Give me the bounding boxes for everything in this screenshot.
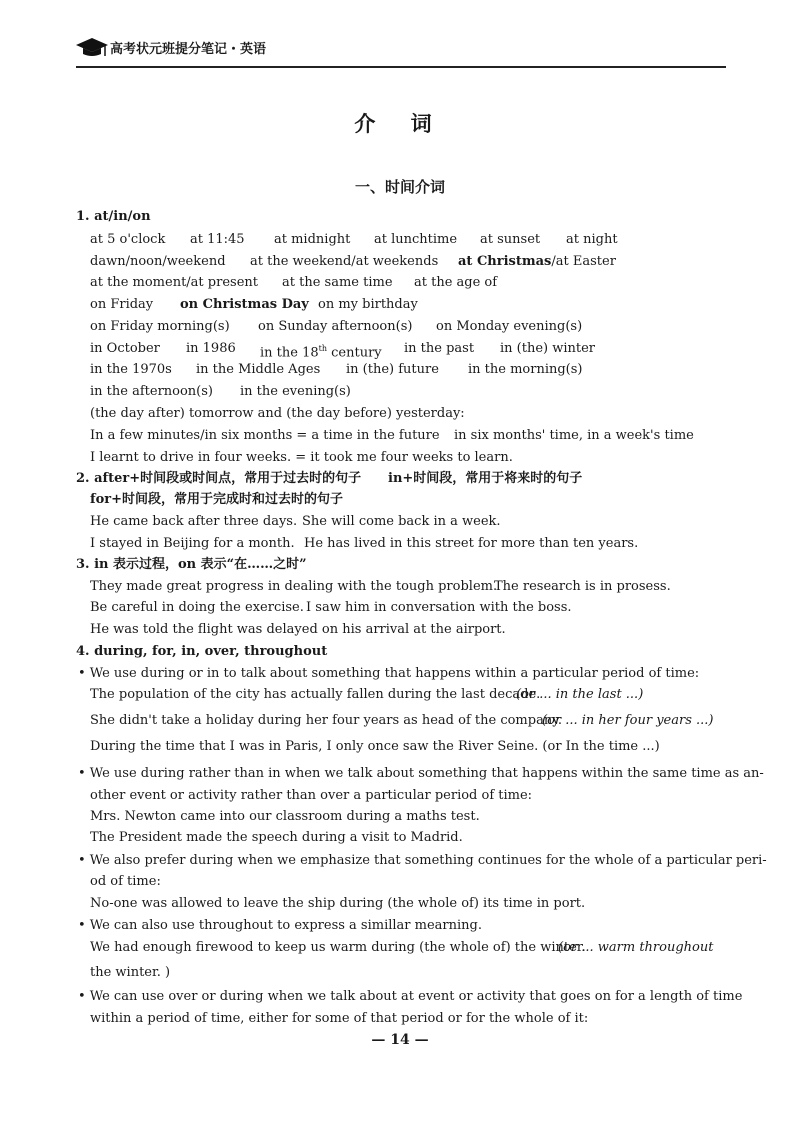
- example-text: in the 18: [260, 345, 319, 361]
- example-text: The research is in prosess.: [494, 579, 671, 594]
- example-text: We had enough firewood to keep us warm during (the whole of) the winter.: [90, 940, 586, 955]
- heading-3: 3. in 表示过程，on 表示“在……之时”: [76, 557, 307, 572]
- example-text: (or ... warm throughout: [558, 940, 714, 955]
- example-text: in the morning(s): [468, 362, 583, 377]
- example-text: on Sunday afternoon(s): [258, 319, 413, 334]
- example-text: She will come back in a week.: [302, 514, 501, 529]
- example-text: in the evening(s): [240, 384, 351, 399]
- example-text: in the 1970s: [90, 362, 172, 377]
- example-text: on my birthday: [318, 297, 418, 312]
- bullet-point: • We use during rather than in when we talk about something that happens within the same time as an-: [78, 766, 764, 781]
- bullet-point: • We can also use throughout to express a simillar mearning.: [78, 918, 482, 933]
- example-text: (or ... in the last ...): [516, 687, 644, 702]
- example-text: on Friday morning(s): [90, 319, 230, 334]
- example-text: /at Easter: [551, 254, 616, 269]
- bullet-point: • We use during or in to talk about something that happens within a particular period of time:: [78, 666, 700, 681]
- example-text: century: [327, 345, 382, 361]
- example-text: in six months' time, in a week's time: [454, 428, 694, 443]
- superscript: th: [318, 344, 328, 353]
- example-text: in the afternoon(s): [90, 384, 213, 399]
- running-header: [76, 34, 726, 68]
- example-line: Mrs. Newton came into our classroom during a maths test.: [90, 809, 480, 824]
- example-text: [260, 340, 382, 362]
- heading-1: 1. at/in/on: [76, 209, 151, 224]
- example-text: at 11:45: [190, 232, 245, 247]
- heading-text: in+时间段，常用于将来时的句子: [388, 471, 583, 486]
- example-text: [458, 253, 616, 271]
- example-text: in (the) winter: [500, 341, 596, 356]
- example-line: The President made the speech during a visit to Madrid.: [90, 830, 463, 845]
- example-line: the winter. ): [90, 965, 171, 980]
- bullet-point: • We also prefer during when we emphasize that something continues for the whole of a particular peri-: [78, 853, 767, 868]
- example-text: at the same time: [282, 275, 393, 290]
- example-text: I saw him in conversation with the boss.: [306, 600, 572, 615]
- example-text: at the weekend/at weekends: [250, 254, 439, 269]
- example-text: dawn/noon/weekend: [90, 254, 226, 269]
- bullet-point: • We can use over or during when we talk about at event or activity that goes on for a length of time: [78, 989, 743, 1004]
- example-text: He has lived in this street for more than ten years.: [304, 536, 639, 551]
- example-text: She didn't take a holiday during her four years as head of the company.: [90, 713, 562, 728]
- example-text: They made great progress in dealing with the tough problem.: [90, 579, 498, 594]
- example-line: (the day after) tomorrow and (the day before) yesterday:: [90, 406, 465, 421]
- example-text: at sunset: [480, 232, 541, 247]
- example-text: at night: [566, 232, 618, 247]
- example-text: in the Middle Ages: [196, 362, 321, 377]
- example-text: at the age of: [414, 275, 498, 290]
- example-text: The population of the city has actually fallen during the last decade.: [90, 687, 541, 702]
- example-text: on Friday: [90, 297, 154, 312]
- example-line: I learnt to drive in four weeks. = it took me four weeks to learn.: [90, 450, 513, 465]
- bullet-point-cont: within a period of time, either for some of that period or for the whole of it:: [90, 1011, 589, 1026]
- page-number: — 14 —: [371, 1032, 429, 1048]
- section-title: 一、时间介词: [354, 178, 445, 196]
- emphasis-text: at Christmas: [458, 254, 552, 269]
- example-text: (or ... in her four years ...): [542, 713, 714, 728]
- example-line: During the time that I was in Paris, I only once saw the River Seine. (or In the time ...): [90, 739, 660, 754]
- bullet-point-cont: od of time:: [90, 874, 161, 889]
- example-text: He came back after three days.: [90, 514, 298, 529]
- example-text: in October: [90, 341, 160, 356]
- example-text: In a few minutes/in six months = a time in the future: [90, 428, 440, 443]
- example-line: He was told the flight was delayed on his arrival at the airport.: [90, 622, 506, 637]
- example-text: at 5 o'clock: [90, 232, 166, 247]
- emphasis-text: on Christmas Day: [180, 297, 309, 312]
- header-title: 高考状元班提分笔记・英语: [110, 42, 267, 57]
- example-text: Be careful in doing the exercise.: [90, 600, 304, 615]
- example-text: in the past: [404, 341, 475, 356]
- example-text: at lunchtime: [374, 232, 458, 247]
- graduation-cap-icon: [76, 36, 108, 62]
- heading-4: 4. during, for, in, over, throughout: [76, 644, 328, 659]
- page-title: 介 词: [354, 111, 446, 136]
- example-text: at midnight: [274, 232, 351, 247]
- example-text: in 1986: [186, 341, 236, 356]
- example-text: in (the) future: [346, 362, 439, 377]
- heading-text: 2. after+时间段或时间点，常用于过去时的句子: [76, 471, 362, 486]
- example-text: I stayed in Beijing for a month.: [90, 536, 295, 551]
- bullet-point-cont: other event or activity rather than over a particular period of time:: [90, 788, 533, 803]
- heading-2-line: for+时间段，常用于完成时和过去时的句子: [90, 492, 344, 507]
- example-text: on Monday evening(s): [436, 319, 583, 334]
- example-line: No-one was allowed to leave the ship during (the whole of) its time in port.: [90, 896, 586, 911]
- example-text: at the moment/at present: [90, 275, 258, 290]
